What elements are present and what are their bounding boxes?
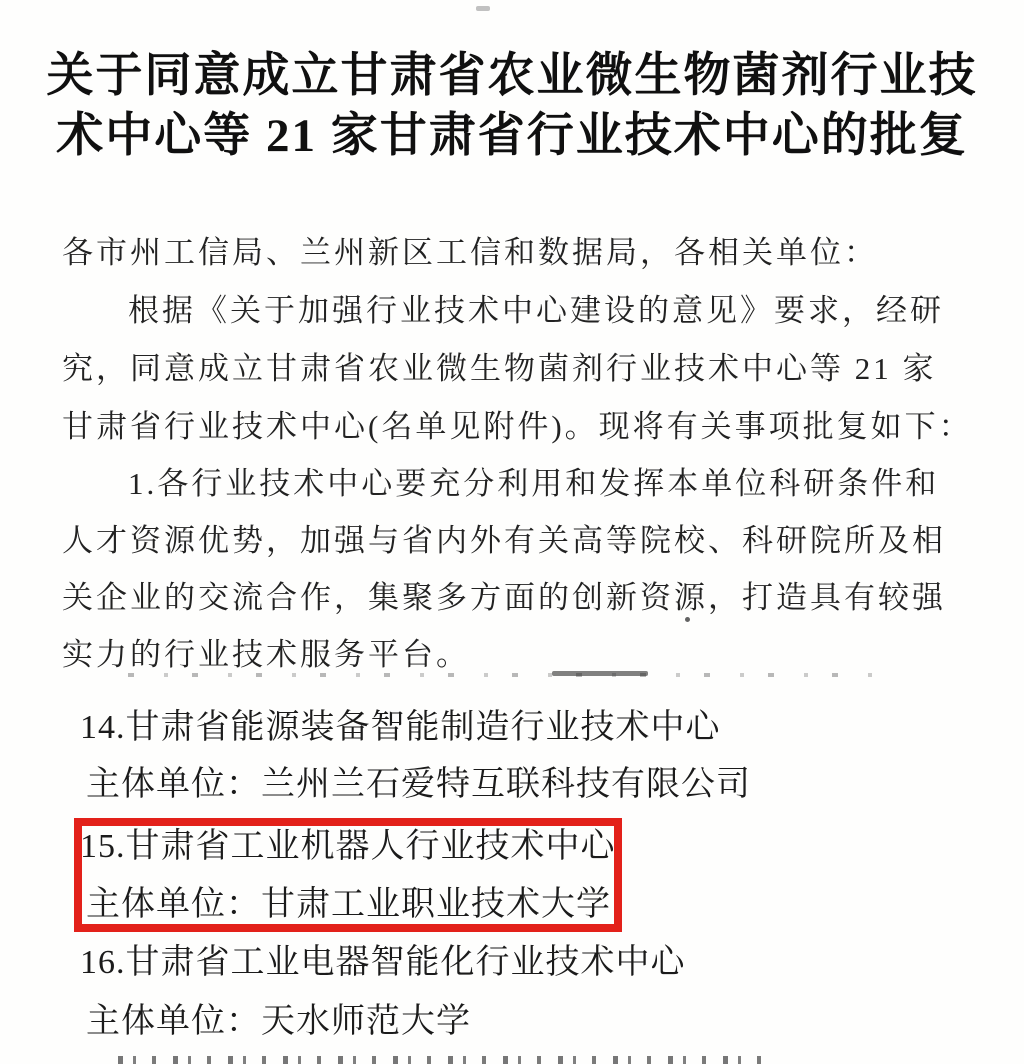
body-line: 究，同意成立甘肃省农业微生物菌剂行业技术中心等 21 家 — [62, 351, 937, 386]
salutation-line: 各市州工信局、兰州新区工信和数据局，各相关单位： — [62, 235, 878, 270]
list-entry-14-title: 14.甘肃省能源装备智能制造行业技术中心 — [80, 709, 721, 746]
body-line: 根据《关于加强行业技术中心建设的意见》要求，经研 — [128, 293, 944, 328]
body-line: 甘肃省行业技术中心(名单见附件)。现将有关事项批复如下： — [62, 409, 973, 444]
list-entry-16-org: 主体单位：天水师范大学 — [86, 1003, 471, 1040]
document-title-line-2: 术中心等 21 家甘肃省行业技术中心的批复 — [56, 110, 968, 162]
clipped-next-line-tops — [118, 1056, 774, 1064]
list-entry-14-org: 主体单位：兰州兰石爱特互联科技有限公司 — [86, 766, 751, 803]
body-line: 关企业的交流合作，集聚多方面的创新资源，打造具有较强 — [62, 580, 946, 615]
list-entry-15-org: 主体单位：甘肃工业职业技术大学 — [86, 886, 611, 923]
scan-speck — [476, 6, 490, 11]
body-line: 实力的行业技术服务平台。 — [62, 637, 470, 672]
list-entry-15-title: 15.甘肃省工业机器人行业技术中心 — [80, 828, 616, 865]
list-entry-16-title: 16.甘肃省工业电器智能化行业技术中心 — [80, 944, 686, 981]
scan-crop-faint-remnant — [128, 673, 880, 677]
body-line: 人才资源优势，加强与省内外有关高等院校、科研院所及相 — [62, 523, 946, 558]
scan-speck — [685, 617, 690, 622]
scan-crop-faint-smear — [552, 671, 648, 676]
document-title-line-1: 关于同意成立甘肃省农业微生物菌剂行业技 — [46, 50, 978, 102]
body-line: 1.各行业技术中心要充分利用和发挥本单位科研条件和 — [128, 466, 940, 501]
